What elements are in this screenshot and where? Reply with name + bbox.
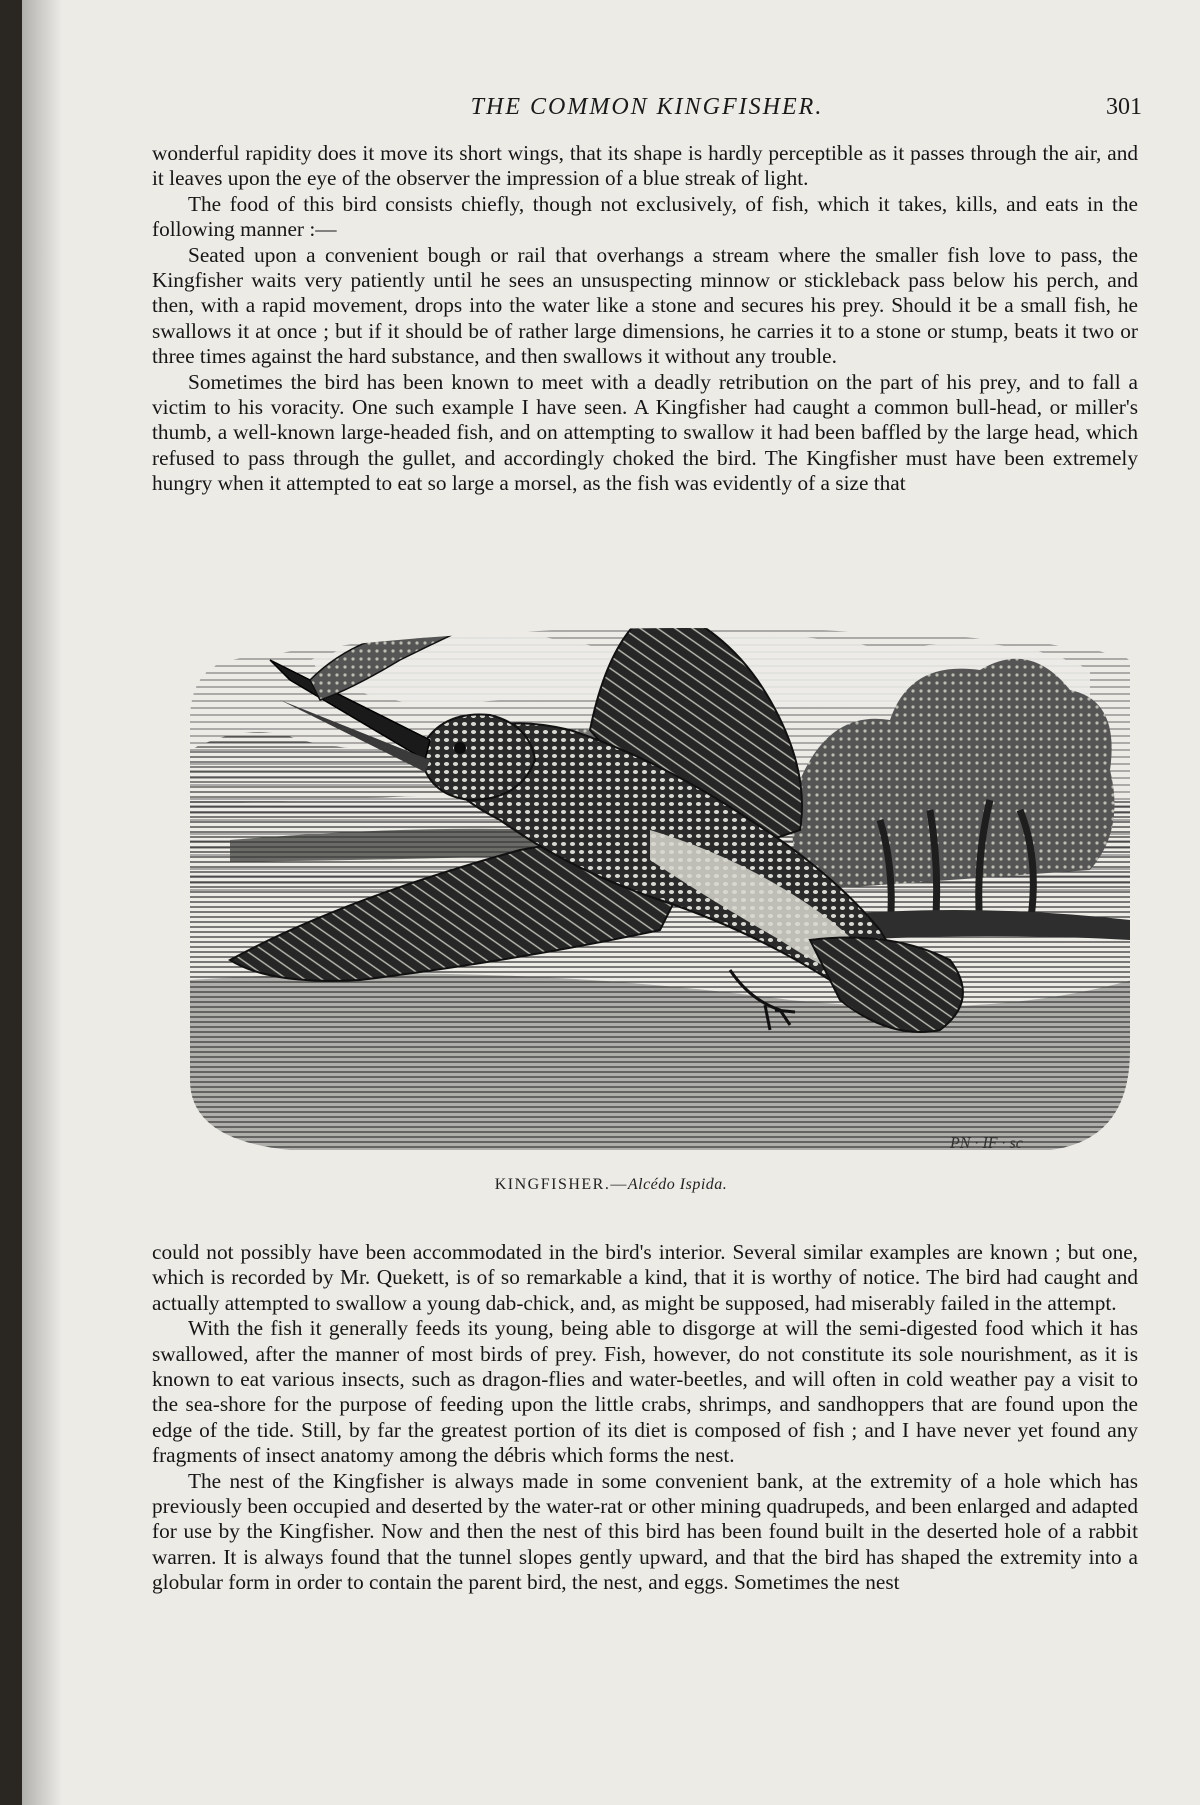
kingfisher-engraving bbox=[190, 600, 1132, 1160]
caption-latin-name: Alcédo Ispida. bbox=[627, 1176, 728, 1193]
kingfisher-illustration bbox=[190, 600, 1132, 1160]
engraver-signature: PN ∙ IF ∙ sc bbox=[950, 1135, 1023, 1152]
page-number: 301 bbox=[1106, 94, 1142, 120]
figure-caption bbox=[22, 1176, 1200, 1194]
paragraph: The food of this bird consists chiefly, though not exclusively, of fish, which it takes, kills, and eats in the following manner :— bbox=[152, 191, 1138, 242]
book-page bbox=[22, 0, 1200, 1805]
kingfisher-eye bbox=[454, 742, 466, 754]
running-header bbox=[152, 94, 1142, 126]
paragraph: Seated upon a convenient bough or rail that overhangs a stream where the smaller fish love to pass, the Kingfisher waits very patiently until he sees an unsuspecting minnow or stickleback pass below his perch, and then, with a rapid movement, drops into the water like a stone and secures his prey. Should it be a small fish, he swallows it at once ; but if it should be of rather large dimensions, he carries it to a stone or stump, beats it two or three times against the hard substance, and then swallows it without any trouble. bbox=[152, 242, 1138, 369]
caption-title: KINGFISHER.— bbox=[494, 1176, 628, 1193]
paragraph: Sometimes the bird has been known to meet with a deadly retribution on the part of his prey, and to fall a victim to his voracity. One such example I have seen. A Kingfisher had caught a common bull-head, or miller's thumb, a well-known large-headed fish, and on attempting to swallow it had been baffled by the large head, which refused to pass through the gullet, and accordingly choked the bird. The Kingfisher must have been extremely hungry when it attempted to eat so large a morsel, as the fish was evidently of a size that bbox=[152, 369, 1138, 496]
paragraph: wonderful rapidity does it move its short wings, that its shape is hardly perceptible as it passes through the air, and it leaves upon the eye of the observer the impression of a blue streak of light. bbox=[152, 141, 1138, 191]
paragraph: could not possibly have been accommodated in the bird's interior. Several similar examples are known ; but one, which is recorded by Mr. Quekett, is of so remarkable a kind, that it is worthy of notice. The bird had caught and actually attempted to swallow a young dab-chick, and, as might be supposed, had miserably failed in the attempt. bbox=[152, 1240, 1138, 1315]
paragraph: With the fish it generally feeds its young, being able to disgorge at will the semi-digested food which it has swallowed, after the manner of most birds of prey. Fish, however, do not constitute its sole nourishment, as it is known to eat various insects, such as dragon-flies and water-beetles, and will often in cold weather pay a visit to the sea-shore for the purpose of feeding upon the little crabs, shrimps, and sandhoppers that are found upon the edge of the tide. Still, by far the greatest portion of its diet is composed of fish ; and I have never yet found any fragments of insect anatomy among the débris which forms the nest. bbox=[152, 1316, 1138, 1468]
lower-text-block bbox=[152, 1240, 1138, 1596]
running-title: THE COMMON KINGFISHER. bbox=[470, 94, 824, 120]
upper-text-block bbox=[152, 141, 1138, 497]
paragraph: The nest of the Kingfisher is always made in some convenient bank, at the extremity of a hole which has previously been occupied and deserted by the water-rat or other mining quadrupeds, and been enlarged and adapted for use by the Kingfisher. Now and then the nest of this bird has been found built in the deserted hole of a rabbit warren. It is always found that the tunnel slopes gently upward, and that the bird has shaped the extremity into a globular form in order to contain the parent bird, the nest, and eggs. Sometimes the nest bbox=[152, 1468, 1138, 1595]
